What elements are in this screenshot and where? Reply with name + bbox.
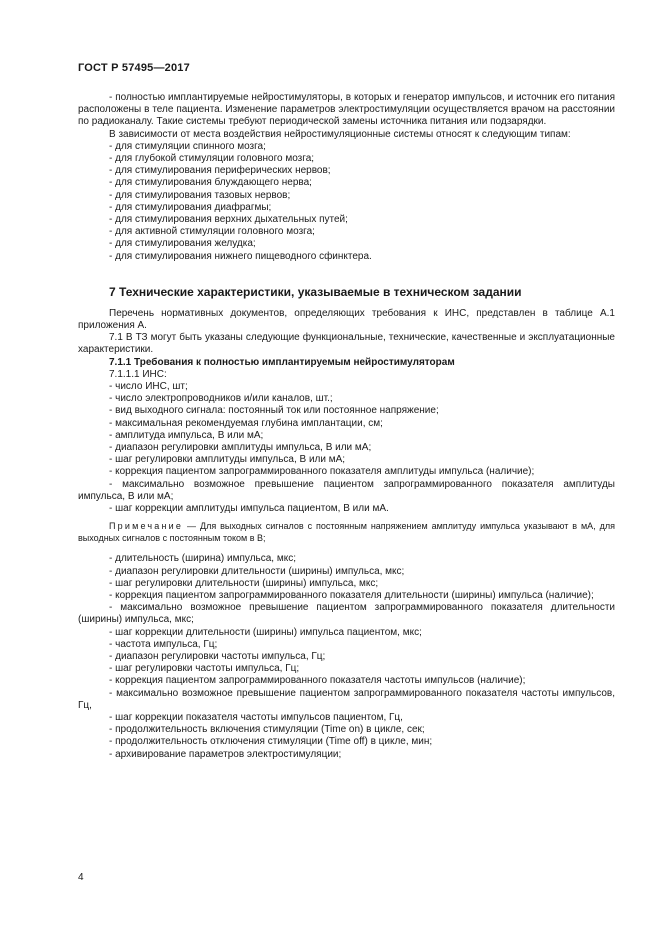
list-item: - шаг регулировки амплитуды импульса, В или мА;: [109, 454, 346, 466]
section-7-heading: 7 Технические характеристики, указываемые в техническом задании: [109, 284, 522, 299]
list-item: - для глубокой стимуляции головного мозга;: [109, 153, 315, 165]
subsection-7-1-1-1-heading: 7.1.1.1 ИНС:: [109, 368, 167, 380]
paragraph-types-intro: В зависимости от места воздействия нейростимуляционные системы относят к следующим типам:: [109, 128, 571, 140]
document-body: [78, 92, 615, 761]
list-item: - для стимулирования тазовых нервов;: [109, 189, 291, 201]
list-item: - продолжительность отключения стимуляции (Time off) в цикле, мин;: [109, 736, 433, 748]
list-item: - коррекция пациентом запрограммированного показателя длительности (ширины) импульса (наличие);: [109, 589, 594, 601]
list-item: - амплитуда импульса, В или мА;: [109, 429, 264, 441]
list-item: - шаг регулировки частоты импульса, Гц;: [109, 663, 300, 675]
paragraph-normative-docs: Перечень нормативных документов, определяющих требования к ИНС, представлен в таблице А.1 приложения А.: [78, 307, 615, 332]
subsection-7-1-1-heading: 7.1.1 Требования к полностью имплантируемым нейростимуляторам: [109, 356, 455, 368]
list-item: - максимально возможное превышение пациентом запрограммированного показателя длительности (ширины) импульса, мкс;: [78, 602, 615, 626]
document-header: ГОСТ Р 57495—2017: [78, 62, 190, 74]
list-item: - максимально возможное превышение пациентом запрограммированного показателя амплитуды импульса, В или мА;: [78, 478, 615, 502]
list-item: - шаг коррекции амплитуды импульса пациентом, В или мА.: [109, 503, 389, 515]
note: [78, 521, 615, 544]
list-item: - число ИНС, шт;: [109, 381, 188, 393]
list-item: - коррекция пациентом запрограммированного показателя частоты импульсов (наличие);: [109, 675, 526, 687]
list-item: - для стимуляции спинного мозга;: [109, 140, 266, 152]
paragraph-implantable: - полностью имплантируемые нейростимуляторы, в которых и генератор импульсов, и источник его питания расположены в теле пациента. Изменение параметров электростимуляции осуществляется врачом на расстоянии по радиоканалу. Такие системы требуют периодической замены источника питания или подзарядки.: [78, 92, 615, 128]
list-item: - длительность (ширина) импульса, мкс;: [109, 553, 296, 565]
list-item: - шаг коррекции длительности (ширины) импульса пациентом, мкс;: [109, 626, 422, 638]
list-item: - продолжительность включения стимуляции (Time on) в цикле, сек;: [109, 724, 425, 736]
ins-characteristics-list: [78, 381, 615, 515]
list-item: - для стимулирования нижнего пищеводного сфинктера.: [109, 250, 372, 262]
list-item: - число электропроводников и/или каналов, шт.;: [109, 393, 333, 405]
list-item: - для стимулирования периферических нервов;: [109, 165, 331, 177]
list-item: - коррекция пациентом запрограммированного показателя амплитуды импульса (наличие);: [109, 466, 535, 478]
list-item: - диапазон регулировки длительности (ширины) импульса, мкс;: [109, 565, 405, 577]
page-number: 4: [78, 872, 84, 883]
list-item: - шаг коррекции показателя частоты импульсов пациентом, Гц,: [109, 711, 403, 723]
list-item: - вид выходного сигнала: постоянный ток или постоянное напряжение;: [109, 405, 439, 417]
list-item: - диапазон регулировки частоты импульса, Гц;: [109, 650, 326, 662]
list-item: - архивирование параметров электростимуляции;: [109, 748, 342, 760]
paragraph-7-1: 7.1 В ТЗ могут быть указаны следующие функциональные, технические, качественные и эксплуатационные характеристики.: [78, 332, 615, 356]
types-list: [78, 141, 615, 263]
note-text: — Для выходных сигналов с постоянным напряжением амплитуду импульса указывают в мА, для выходных сигналов с постоянным током в В;: [78, 521, 615, 543]
pulse-characteristics-list: [78, 553, 615, 760]
list-item: - для стимулирования блуждающего нерва;: [109, 177, 312, 189]
list-item: - частота импульса, Гц;: [109, 638, 218, 650]
list-item: - максимально возможное превышение пациентом запрограммированного показателя частоты импульсов, Гц,: [78, 687, 615, 711]
list-item: - шаг регулировки длительности (ширины) импульса, мкс;: [109, 577, 379, 589]
list-item: - для стимулирования верхних дыхательных путей;: [109, 214, 348, 226]
list-item: - максимальная рекомендуемая глубина имплантации, см;: [109, 417, 383, 429]
list-item: - для стимулирования желудка;: [109, 238, 256, 250]
list-item: - диапазон регулировки амплитуды импульса, В или мА;: [109, 442, 372, 454]
list-item: - для активной стимуляции головного мозга;: [109, 226, 315, 238]
note-label: Примечание: [109, 521, 184, 532]
list-item: - для стимулирования диафрагмы;: [109, 201, 272, 213]
